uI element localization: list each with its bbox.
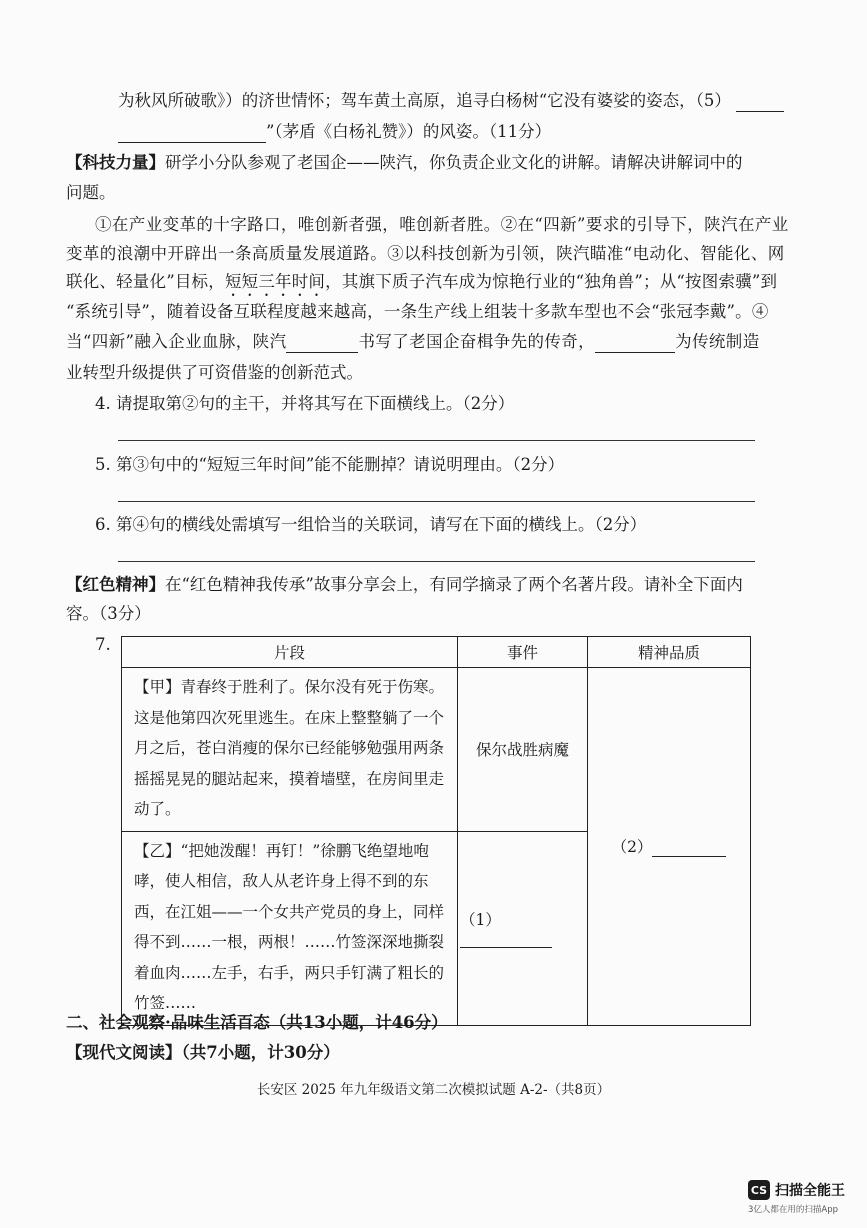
passage-line-4: “系统引导”，随着设备互联程度越来越高，一条生产线上组装十多款车型也不会“张冠李戴”。④ [66, 302, 769, 321]
table-cell-fragment-b: 【乙】“把她泼醒！再钉！”徐鹏飞绝望地咆哮，使人相信，敌人从老许身上得不到的东西，在江姐——一个女共产党员的身上，同样得不到……一根，两根！……竹签深深地撕裂着血肉……左手，右手，两只手钉满了粗长的竹签…… [122, 831, 458, 1025]
answer-blank-connective-2[interactable] [595, 336, 675, 353]
answer-blank-5a[interactable] [736, 95, 784, 112]
tech-intro-line-2: 问题。 [66, 183, 116, 202]
section-heading-red: 【红色精神】 [66, 575, 165, 594]
camscanner-logo-icon: CS [748, 1180, 770, 1200]
page-footer: 长安区 2025 年九年级语文第二次模拟试题 A-2-（共8页） [256, 1082, 611, 1098]
passage-line-6: 业转型升级提供了可资借鉴的创新范式。 [66, 363, 363, 382]
answer-line-q6[interactable] [118, 561, 755, 562]
section-heading-tech: 【科技力量】 [66, 153, 165, 172]
table-cell-event-b: （1） [458, 831, 588, 1025]
answer-line-q5[interactable] [118, 501, 755, 502]
section-2-title: 二、社会观察·品味生活百态（共13小题，计46分） [66, 1013, 448, 1032]
table-cell-fragment-a: 【甲】青春终于胜利了。保尔没有死于伤寒。这是他第四次死里逃生。在床上整整躺了一个月之后，苍白消瘦的保尔已经能够勉强用两条摇摇晃晃的腿站起来，摸着墙壁，在房间里走动了。 [122, 668, 458, 832]
table-cell-quality: （2） [588, 668, 751, 1026]
table-header-quality: 精神品质 [588, 637, 751, 668]
red-intro-line-1: 【红色精神】在“红色精神我传承”故事分享会上，有同学摘录了两个名著片段。请补全下面内 [66, 575, 743, 594]
table-cell-event-a: 保尔战胜病魔 [458, 668, 588, 832]
passage-line-5: 当“四新”融入企业血脉，陕汽 书写了老国企奋楫争先的传奇， 为传统制造 [66, 332, 760, 351]
intro-line-1: 为秋风所破歌》）的济世情怀；驾车黄土高原，追寻白杨树“它没有婆娑的姿态，（5） [118, 90, 784, 112]
tech-intro-line-1: 【科技力量】研学小分队参观了老国企——陕汽，你负责企业文化的讲解。请解决讲解词中的 [66, 153, 743, 172]
passage-line-2: 变革的浪潮中开辟出一条高质量发展道路。③以科技创新为引领，陕汽瞄准“电动化、智能化、网 [66, 244, 785, 263]
answer-blank-quality[interactable] [652, 840, 726, 857]
answer-blank-connective-1[interactable] [286, 336, 358, 353]
scanner-watermark [748, 1180, 845, 1200]
passage-line-1: ①在产业变革的十字路口，唯创新者强，唯创新者胜。②在“四新”要求的引导下，陕汽在产业 [95, 215, 789, 234]
question-7-number: 7. [95, 635, 111, 654]
emphasis-dotted-phrase: 短短三年时间 [224, 272, 326, 291]
table-header-event: 事件 [458, 637, 588, 668]
red-intro-line-2: 容。（3分） [66, 604, 151, 623]
section-2-subtitle: 【现代文阅读】（共7小题，计30分） [66, 1043, 340, 1062]
question-5: 5. 第③句中的“短短三年时间”能不能删掉？请说明理由。（2分） [95, 455, 565, 474]
answer-blank-5b[interactable] [118, 126, 266, 143]
question-7-table [121, 636, 751, 1026]
watermark-name: 扫描全能王 [775, 1183, 845, 1199]
passage-line-3: 联化、轻量化”目标，短短三年时间，其旗下质子汽车成为惊艳行业的“独角兽”；从“按图索骥”到 [66, 272, 778, 291]
question-4: 4. 请提取第②句的主干，并将其写在下面横线上。（2分） [95, 394, 515, 413]
intro-line-2: ”（茅盾《白杨礼赞》）的风姿。（11分） [118, 121, 551, 143]
watermark-slogan: 3亿人都在用的扫描App [748, 1205, 839, 1215]
answer-blank-event[interactable] [460, 931, 552, 948]
question-6: 6. 第④句的横线处需填写一组恰当的关联词，请写在下面的横线上。（2分） [95, 515, 647, 534]
table-header-fragment: 片段 [122, 637, 458, 668]
answer-line-q4[interactable] [118, 440, 755, 441]
